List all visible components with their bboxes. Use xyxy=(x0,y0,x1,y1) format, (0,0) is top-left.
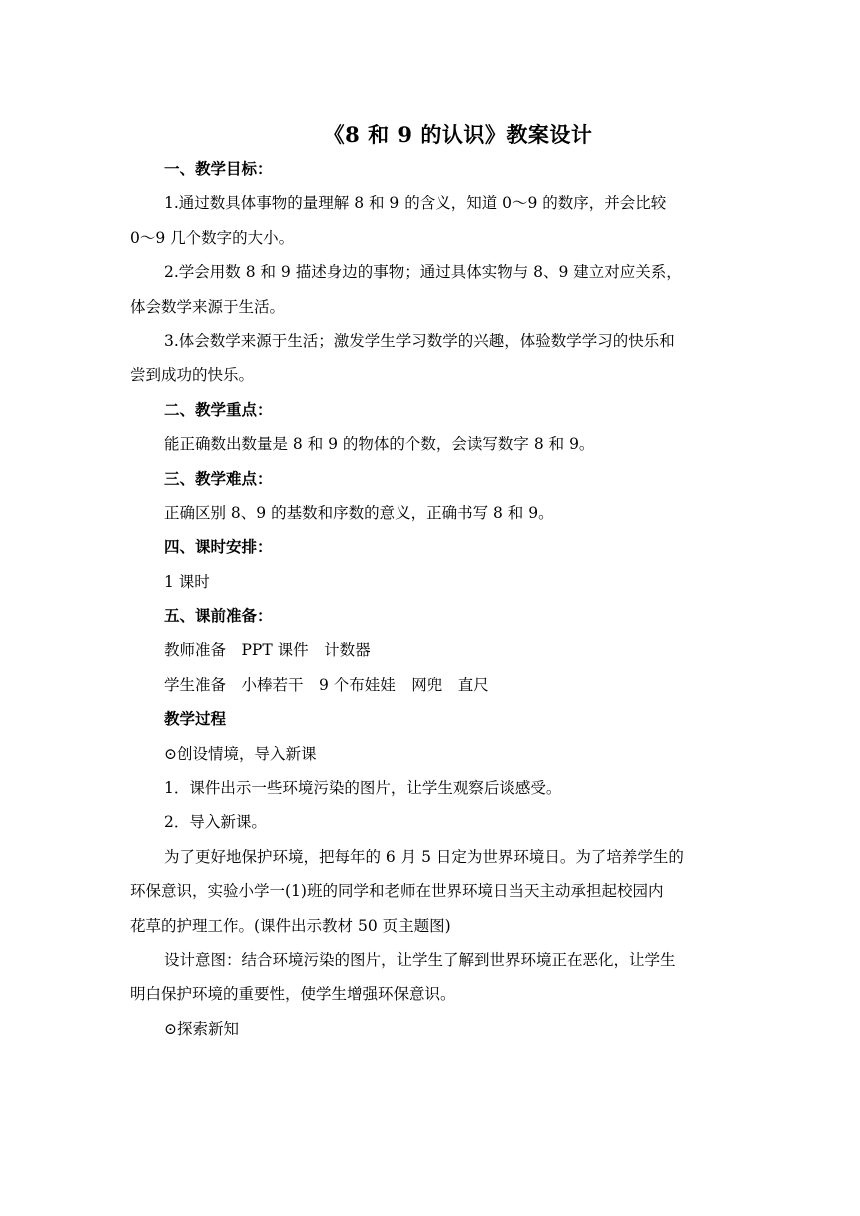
design-intent-line-1: 设计意图：结合环境污染的图片，让学生了解到世界环境正在恶化，让学生 xyxy=(164,950,676,969)
preparation-teacher: 教师准备 PPT 课件 计数器 xyxy=(164,641,371,660)
section-heading-goals: 一、教学目标： xyxy=(164,159,273,178)
preparation-student: 学生准备 小棒若干 9 个布娃娃 网兜 直尺 xyxy=(164,675,489,694)
paragraph-1-line-1: 为了更好地保护环境，把每年的 6 月 5 日定为世界环境日。为了培养学生的 xyxy=(164,847,684,866)
goal-2-line-1: 2.学会用数 8 和 9 描述身边的事物；通过具体实物与 8、9 建立对应关系， xyxy=(164,263,682,282)
section-heading-schedule: 四、课时安排： xyxy=(164,537,273,557)
goal-3-line-1: 3.体会数学来源于生活；激发学生学习数学的兴趣，体验数学学习的快乐和 xyxy=(164,331,675,350)
process-step-1-item-1: 1．课件出示一些环境污染的图片，让学生观察后谈感受。 xyxy=(164,779,562,798)
difficulties-text: 正确区别 8、9 的基数和序数的意义，正确书写 8 和 9。 xyxy=(164,503,554,522)
section-heading-process: 教学过程 xyxy=(164,709,227,729)
design-intent-line-2: 明白保护环境的重要性，使学生增强环保意识。 xyxy=(130,985,456,1004)
goal-2-line-2: 体会数学来源于生活。 xyxy=(130,297,286,316)
goal-1-line-2: 0～9 几个数字的大小。 xyxy=(130,228,295,247)
section-heading-preparation: 五、课前准备： xyxy=(164,606,273,626)
process-step-1-item-2: 2．导入新课。 xyxy=(164,813,267,832)
goal-1-line-1: 1.通过数具体事物的量理解 8 和 9 的含义，知道 0～9 的数序，并会比较 xyxy=(164,194,667,213)
document-body xyxy=(130,152,734,1046)
goal-3-line-2: 尝到成功的快乐。 xyxy=(130,366,255,385)
section-heading-difficulties: 三、教学难点： xyxy=(164,468,273,488)
process-step-2: ⊙探索新知 xyxy=(164,1019,239,1038)
paragraph-1-line-3: 花草的护理工作。(课件出示教材 50 页主题图) xyxy=(130,916,451,935)
paragraph-1-line-2: 环保意识，实验小学一(1)班的同学和老师在世界环境日当天主动承担起校园内 xyxy=(130,882,664,901)
schedule-text: 1 课时 xyxy=(164,572,210,591)
key-points-text: 能正确数出数量是 8 和 9 的物体的个数，会读写数字 8 和 9。 xyxy=(164,435,595,454)
process-step-1: ⊙创设情境，导入新课 xyxy=(164,744,317,763)
section-heading-key-points: 二、教学重点： xyxy=(164,399,273,419)
document-title: 《8 和 9 的认识》教案设计 xyxy=(323,122,593,147)
